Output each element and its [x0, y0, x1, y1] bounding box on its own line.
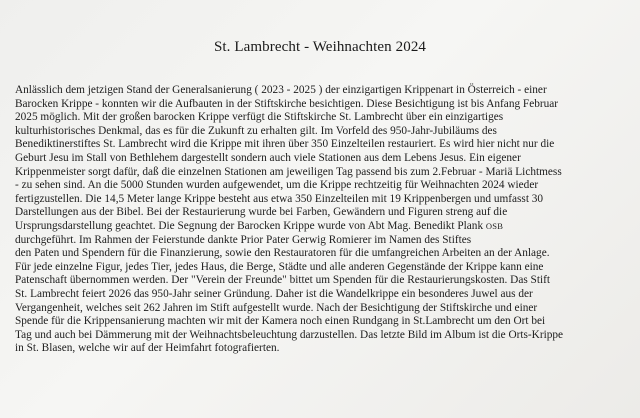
- text-line: Patenschaft übernommen werden. Der "Verein der Freunde" bittet um Spenden für die Restaurierungskosten. Das Stift: [15, 274, 551, 287]
- text-line: Krippenmeister sorgt dafür, daß die einzelnen Stationen am jeweiligen Tag passend bis zum 2.Februar - Mariä Lichtmess: [15, 165, 562, 178]
- text-line: 2025 möglich. Mit der großen barocken Krippe verfügt die Stiftskirche St. Lambrecht über ein einzigartiges: [15, 111, 504, 124]
- text-line: fertigzustellen. Die 14,5 Meter lange Krippe besteht aus etwa 350 Einzelteilen mit 19 Krippenbergen und umfasst 30: [15, 192, 544, 205]
- text-line: Darstellungen aus der Bibel. Bei der Restaurierung wurde bei Farben, Gewändern und Figuren streng auf die: [15, 206, 508, 219]
- osb-abbreviation: OSB: [485, 220, 504, 231]
- body-paragraph: [15, 84, 637, 356]
- text-line: Tag und auch bei Dämmerung mit der Weihnachtsbeleuchtung darzustellen. Das letzte Bild im Album ist die Orts-Krippe: [15, 328, 564, 341]
- text-line: Für jede einzelne Figur, jedes Tier, jedes Haus, die Berge, Städte und alle anderen Gegenstände der Krippe kann eine: [15, 260, 544, 273]
- page-title: St. Lambrecht - Weihnachten 2024: [213, 39, 427, 55]
- text-line: Benediktinerstiftes St. Lambrecht wird die Krippe mit ihren über 350 Einzelteilen restauriert. Es wird hier nicht nur die: [15, 138, 555, 151]
- text-line: den Paten und Spendern für die Finanzierung, sowie den Restauratoren für die umfangreichen Arbeiten an der Anlage.: [15, 247, 550, 260]
- text-line: Geburt Jesu im Stall von Bethlehem dargestellt sondern auch viele Stationen aus dem Lebens Jesus. Ein eigener: [15, 151, 521, 164]
- text-line-with-osb: [15, 220, 637, 234]
- text-line: in St. Blasen, welche wir auf der Heimfahrt fotografierten.: [15, 342, 280, 355]
- text-line: Ursprungsdarstellung geachtet. Die Segnung der Barocken Krippe wurde von Abt Mag. Benedikt Plank: [15, 219, 484, 232]
- text-line: Barocken Krippe - konnten wir die Aufbauten in der Stiftskirche besichtigen. Diese Besichtigung ist bis Anfang Februar: [15, 97, 559, 110]
- text-line: durchgeführt. Im Rahmen der Feierstunde dankte Prior Pater Gerwig Romierer im Namen des Stiftes: [15, 233, 472, 246]
- text-line: kulturhistorisches Denkmal, das es für die Zukunft zu erhalten gilt. Im Vorfeld des 950-Jahr-Jubiläums des: [15, 124, 497, 137]
- text-line: - zu sehen sind. An die 5000 Stunden wurden aufgewendet, um die Krippe rechtzeitig für Weihnachten 2024 wieder: [15, 179, 539, 192]
- text-line: Spende für die Krippensanierung machten wir mit der Kamera noch einen Rundgang in St.Lambrecht um den Ort bei: [15, 315, 546, 328]
- text-line: Anlässlich dem jetzigen Stand der Generalsanierung ( 2023 - 2025 ) der einzigartigen Krippenart in Österreich - einer: [15, 84, 547, 96]
- text-line: St. Lambrecht feiert 2026 das 950-Jahr seiner Gründung. Daher ist die Wandelkrippe ein besonderes Juwel aus der: [15, 287, 533, 300]
- text-line: Vergangenheit, welches seit 262 Jahren im Stift aufgestellt wurde. Nach der Besichtigung der Stiftskirche und einer: [15, 301, 538, 314]
